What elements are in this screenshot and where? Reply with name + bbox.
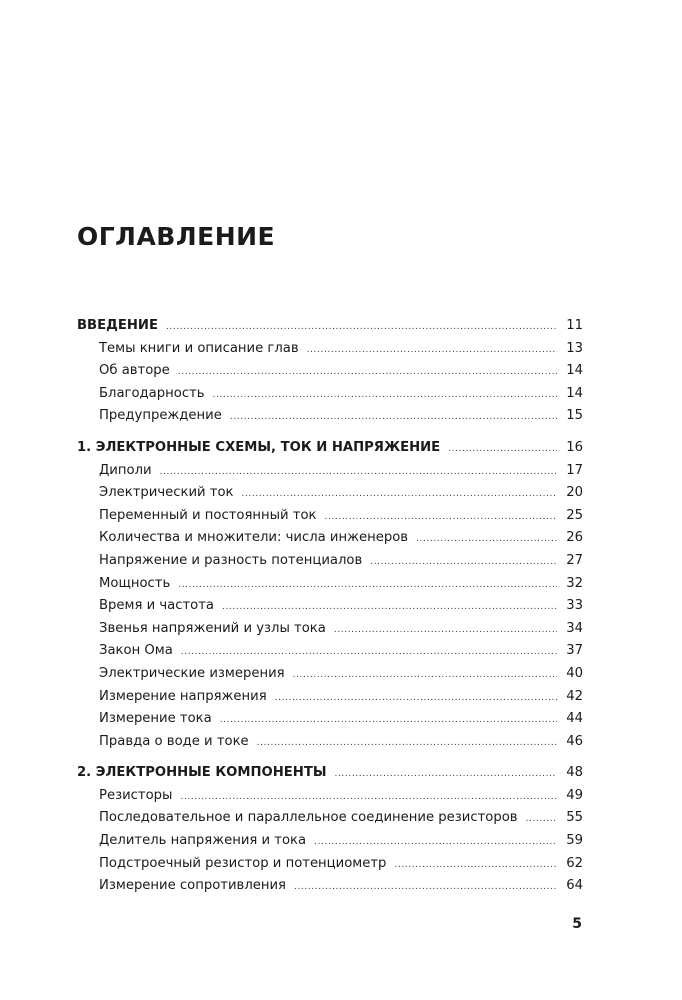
toc-entry bbox=[77, 485, 583, 508]
dot-leader bbox=[257, 738, 557, 748]
toc-entry-title: Делитель напряжения и тока bbox=[99, 833, 307, 849]
dot-leader bbox=[325, 512, 557, 522]
dot-leader bbox=[178, 367, 557, 377]
toc-entry-title: Об авторе bbox=[99, 363, 170, 379]
toc-entry bbox=[77, 734, 583, 757]
toc-entry-title: Измерение тока bbox=[99, 711, 212, 727]
dot-leader bbox=[526, 814, 557, 824]
dot-leader bbox=[314, 837, 557, 847]
toc-chapter bbox=[77, 765, 583, 788]
dot-leader bbox=[335, 769, 557, 779]
toc-chapter-page: 16 bbox=[566, 439, 583, 455]
dot-leader bbox=[242, 489, 557, 499]
toc-entry bbox=[77, 341, 583, 364]
toc-entry bbox=[77, 833, 583, 856]
toc-entry-page: 55 bbox=[566, 810, 583, 826]
toc-entry bbox=[77, 689, 583, 712]
toc-entry bbox=[77, 621, 583, 644]
dot-leader bbox=[275, 693, 557, 703]
toc-entry bbox=[77, 386, 583, 409]
toc-entry-page: 46 bbox=[566, 733, 583, 749]
toc-entry-page: 32 bbox=[566, 575, 583, 591]
toc-entry bbox=[77, 711, 583, 734]
dot-leader bbox=[160, 467, 557, 477]
toc-entry-title: Темы книги и описание глав bbox=[99, 340, 299, 356]
toc-entry-page: 14 bbox=[566, 385, 583, 401]
toc-entry-title: Предупреждение bbox=[99, 408, 222, 424]
toc-entry-page: 62 bbox=[566, 855, 583, 871]
toc-entry-title: Диполи bbox=[99, 462, 152, 478]
page-number: 5 bbox=[572, 916, 582, 932]
toc-entry-page: 27 bbox=[566, 552, 583, 568]
dot-leader bbox=[220, 715, 557, 725]
toc-entry-title: Электрические измерения bbox=[99, 665, 285, 681]
toc-entry-title: Правда о воде и токе bbox=[99, 733, 249, 749]
toc-entry-title: Переменный и постоянный ток bbox=[99, 507, 317, 523]
toc-entry-page: 13 bbox=[566, 340, 583, 356]
dot-leader bbox=[178, 580, 557, 590]
toc-chapter-title: ВВЕДЕНИЕ bbox=[77, 318, 158, 333]
toc-chapter bbox=[77, 440, 583, 463]
toc-entry bbox=[77, 576, 583, 599]
dot-leader bbox=[394, 860, 557, 870]
toc-entry-page: 34 bbox=[566, 620, 583, 636]
dot-leader bbox=[213, 390, 557, 400]
toc-entry bbox=[77, 553, 583, 576]
toc-entry bbox=[77, 666, 583, 689]
dot-leader bbox=[230, 412, 557, 422]
toc-entry-page: 49 bbox=[566, 787, 583, 803]
table-of-contents bbox=[77, 318, 583, 901]
toc-entry bbox=[77, 598, 583, 621]
toc-entry bbox=[77, 810, 583, 833]
dot-leader bbox=[370, 557, 557, 567]
toc-entry-title: Количества и множители: числа инженеров bbox=[99, 530, 409, 546]
toc-entry-title: Резисторы bbox=[99, 787, 173, 803]
toc-entry-title: Измерение сопротивления bbox=[99, 878, 286, 894]
toc-entry-title: Мощность bbox=[99, 575, 171, 591]
toc-entry-page: 14 bbox=[566, 363, 583, 379]
dot-leader bbox=[181, 647, 557, 657]
toc-entry-title: Благодарность bbox=[99, 385, 205, 401]
dot-leader bbox=[294, 882, 557, 892]
toc-entry bbox=[77, 643, 583, 666]
toc-entry bbox=[77, 530, 583, 553]
toc-entry bbox=[77, 463, 583, 486]
toc-chapter-page: 11 bbox=[566, 318, 583, 333]
toc-entry bbox=[77, 856, 583, 879]
toc-entry-page: 37 bbox=[566, 643, 583, 659]
dot-leader bbox=[448, 444, 557, 454]
toc-entry-page: 33 bbox=[566, 598, 583, 614]
toc-entry bbox=[77, 508, 583, 531]
toc-chapter-page: 48 bbox=[566, 765, 583, 781]
toc-entry-title: Измерение напряжения bbox=[99, 688, 267, 704]
dot-leader bbox=[166, 322, 557, 332]
dot-leader bbox=[293, 670, 557, 680]
toc-entry-page: 26 bbox=[566, 530, 583, 546]
toc-entry-title: Звенья напряжений и узлы тока bbox=[99, 620, 326, 636]
toc-entry-page: 17 bbox=[566, 462, 583, 478]
toc-chapter bbox=[77, 318, 583, 341]
dot-leader bbox=[180, 792, 557, 802]
toc-entry bbox=[77, 363, 583, 386]
toc-entry-page: 20 bbox=[566, 485, 583, 501]
dot-leader bbox=[307, 345, 557, 355]
toc-entry bbox=[77, 788, 583, 811]
toc-entry bbox=[77, 878, 583, 901]
toc-entry-title: Электрический ток bbox=[99, 485, 234, 501]
dot-leader bbox=[416, 534, 557, 544]
toc-entry-title: Подстроечный резистор и потенциометр bbox=[99, 855, 387, 871]
toc-chapter-title: 2. ЭЛЕКТРОННЫЕ КОМПОНЕНТЫ bbox=[77, 765, 327, 781]
toc-entry-page: 64 bbox=[566, 878, 583, 894]
toc-entry-page: 15 bbox=[566, 408, 583, 424]
page-title: ОГЛАВЛЕНИЕ bbox=[77, 222, 276, 251]
toc-entry-page: 59 bbox=[566, 833, 583, 849]
toc-entry-page: 40 bbox=[566, 665, 583, 681]
toc-entry-title: Время и частота bbox=[99, 598, 215, 614]
toc-entry-title: Напряжение и разность потенциалов bbox=[99, 552, 363, 568]
toc-entry bbox=[77, 408, 583, 431]
toc-entry-page: 44 bbox=[566, 711, 583, 727]
toc-entry-page: 42 bbox=[566, 688, 583, 704]
toc-chapter-title: 1. ЭЛЕКТРОННЫЕ СХЕМЫ, ТОК И НАПРЯЖЕНИЕ bbox=[77, 439, 441, 455]
dot-leader bbox=[222, 602, 557, 612]
toc-entry-page: 25 bbox=[566, 507, 583, 523]
dot-leader bbox=[334, 625, 557, 635]
toc-entry-title: Закон Ома bbox=[99, 643, 173, 659]
toc-entry-title: Последовательное и параллельное соединение резисторов bbox=[99, 810, 518, 826]
